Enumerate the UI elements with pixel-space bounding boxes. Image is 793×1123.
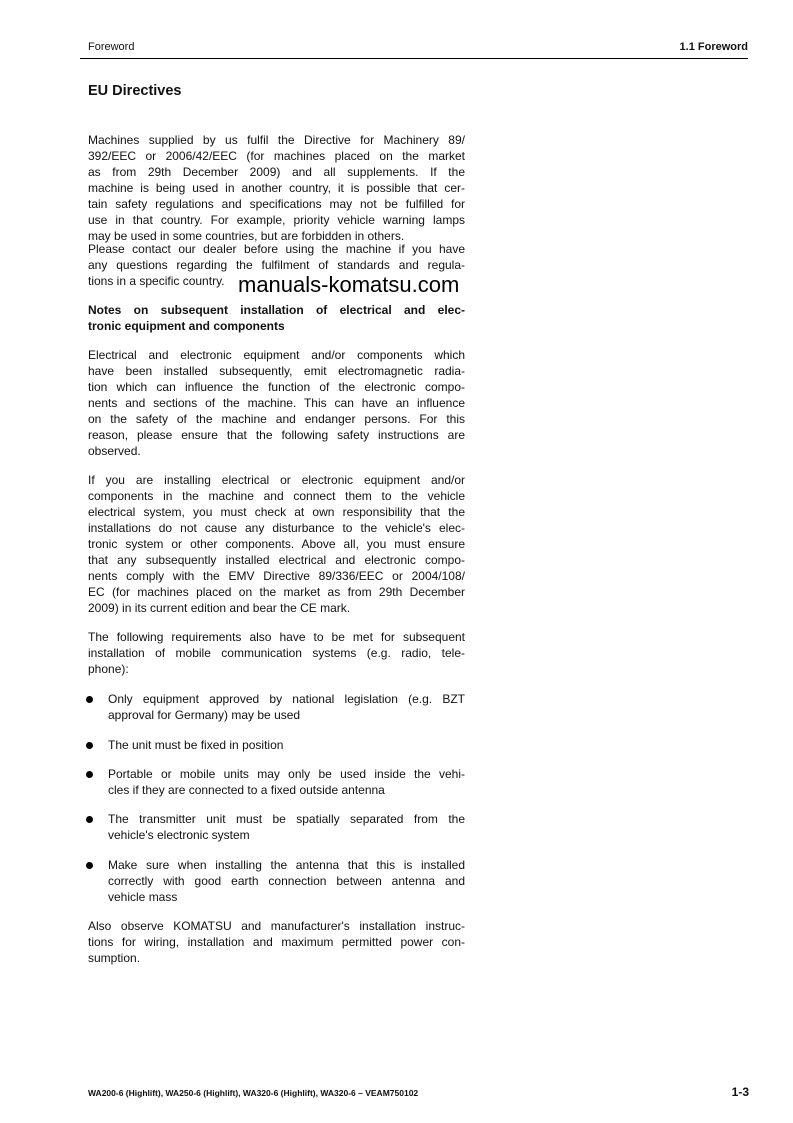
text-line: Electrical and electronic equipment and/or components which bbox=[88, 348, 465, 362]
text-line: tronic system or other components. Above all, you must ensure bbox=[88, 537, 465, 551]
text-line: nents and sections of the machine. This can have an influence bbox=[88, 396, 465, 410]
section-title: EU Directives bbox=[88, 83, 182, 99]
text-line: The unit must be fixed in position bbox=[108, 738, 284, 752]
text-line: cles if they are connected to a fixed outside antenna bbox=[108, 783, 385, 797]
bullet-icon bbox=[86, 742, 93, 749]
text-line: tion which can influence the function of the electronic compo- bbox=[88, 380, 465, 394]
text-line: vehicle mass bbox=[108, 890, 178, 904]
paragraph bbox=[88, 472, 465, 616]
bullet-icon bbox=[86, 696, 93, 703]
text-line: vehicle's electronic system bbox=[108, 828, 250, 842]
text-line: installation of mobile communication systems (e.g. radio, tele- bbox=[88, 646, 465, 660]
header-rule bbox=[80, 58, 748, 59]
text-line: on the safety of the machine and endanger persons. For this bbox=[88, 412, 465, 426]
text-line: tain safety regulations and specifications may not be fulfilled for bbox=[88, 197, 465, 211]
text-line: EC (for machines placed on the market as from 29th December bbox=[88, 585, 465, 599]
text-line: 392/EEC or 2006/42/EEC (for machines placed on the market bbox=[88, 149, 465, 163]
text-line: Machines supplied by us fulfil the Directive for Machinery 89/ bbox=[88, 133, 465, 147]
text-line: Also observe KOMATSU and manufacturer's installation instruc- bbox=[88, 919, 465, 933]
paragraph bbox=[88, 347, 465, 459]
text-line: nents comply with the EMV Directive 89/336/EEC or 2004/108/ bbox=[88, 569, 465, 583]
text-line: phone): bbox=[88, 662, 129, 676]
text-line: components in the machine and connect them to the vehicle bbox=[88, 489, 465, 503]
text-line: installations do not cause any disturbance to the vehicle's elec- bbox=[88, 521, 465, 535]
bullet-item bbox=[108, 737, 465, 753]
watermark: manuals-komatsu.com bbox=[238, 272, 460, 297]
paragraph bbox=[88, 629, 465, 677]
text-line: The transmitter unit must be spatially separated from the bbox=[108, 812, 465, 826]
text-line: Portable or mobile units may only be used inside the vehi- bbox=[108, 767, 465, 781]
text-line: reason, please ensure that the following safety instructions are bbox=[88, 428, 465, 442]
bullet-icon bbox=[86, 816, 93, 823]
paragraph bbox=[88, 918, 465, 966]
bullet-item bbox=[108, 691, 465, 723]
text-line: that any subsequently installed electrical and electronic compo- bbox=[88, 553, 465, 567]
footer-models: WA200-6 (Highlift), WA250-6 (Highlift), WA320-6 (Highlift), WA320-6 – VEAM750102 bbox=[88, 1088, 419, 1098]
text-line: machine is being used in another country, it is possible that cer- bbox=[88, 181, 465, 195]
text-line: sumption. bbox=[88, 951, 141, 965]
page-number: 1-3 bbox=[731, 1085, 749, 1099]
text-line: electrical system, you must check at own responsibility that the bbox=[88, 505, 465, 519]
text-line: Notes on subsequent installation of electrical and elec- bbox=[88, 303, 465, 317]
text-line: If you are installing electrical or electronic equipment and/or bbox=[88, 473, 465, 487]
text-line: approval for Germany) may be used bbox=[108, 708, 301, 722]
bullet-item bbox=[108, 811, 465, 843]
running-header-left: Foreword bbox=[88, 41, 135, 53]
text-line: have been installed subsequently, emit electromagnetic radia- bbox=[88, 364, 465, 378]
text-line: any questions regarding the fulfilment of standards and regula- bbox=[88, 258, 465, 272]
text-line: correctly with good earth connection between antenna and bbox=[108, 874, 465, 888]
text-line: The following requirements also have to be met for subsequent bbox=[88, 630, 465, 644]
text-line: may be used in some countries, but are forbidden in others. bbox=[88, 229, 405, 243]
paragraph bbox=[88, 132, 465, 244]
text-line: observed. bbox=[88, 444, 141, 458]
text-line: as from 29th December 2009) and all supplements. If the bbox=[88, 165, 465, 179]
text-line: Only equipment approved by national legislation (e.g. BZT bbox=[108, 692, 465, 706]
text-line: tronic equipment and components bbox=[88, 319, 285, 333]
bullet-icon bbox=[86, 862, 93, 869]
text-line: use in that country. For example, priority vehicle warning lamps bbox=[88, 213, 465, 227]
subheading bbox=[88, 302, 465, 334]
text-line: 2009) in its current edition and bear the CE mark. bbox=[88, 601, 351, 615]
text-line: Please contact our dealer before using the machine if you have bbox=[88, 242, 465, 256]
running-header-right: 1.1 Foreword bbox=[679, 41, 748, 53]
text-line: Make sure when installing the antenna that this is installed bbox=[108, 858, 465, 872]
bullet-icon bbox=[86, 771, 93, 778]
text-line: tions in a specific country. bbox=[88, 274, 225, 288]
bullet-item bbox=[108, 766, 465, 798]
bullet-item bbox=[108, 857, 465, 905]
text-line: tions for wiring, installation and maximum permitted power con- bbox=[88, 935, 465, 949]
